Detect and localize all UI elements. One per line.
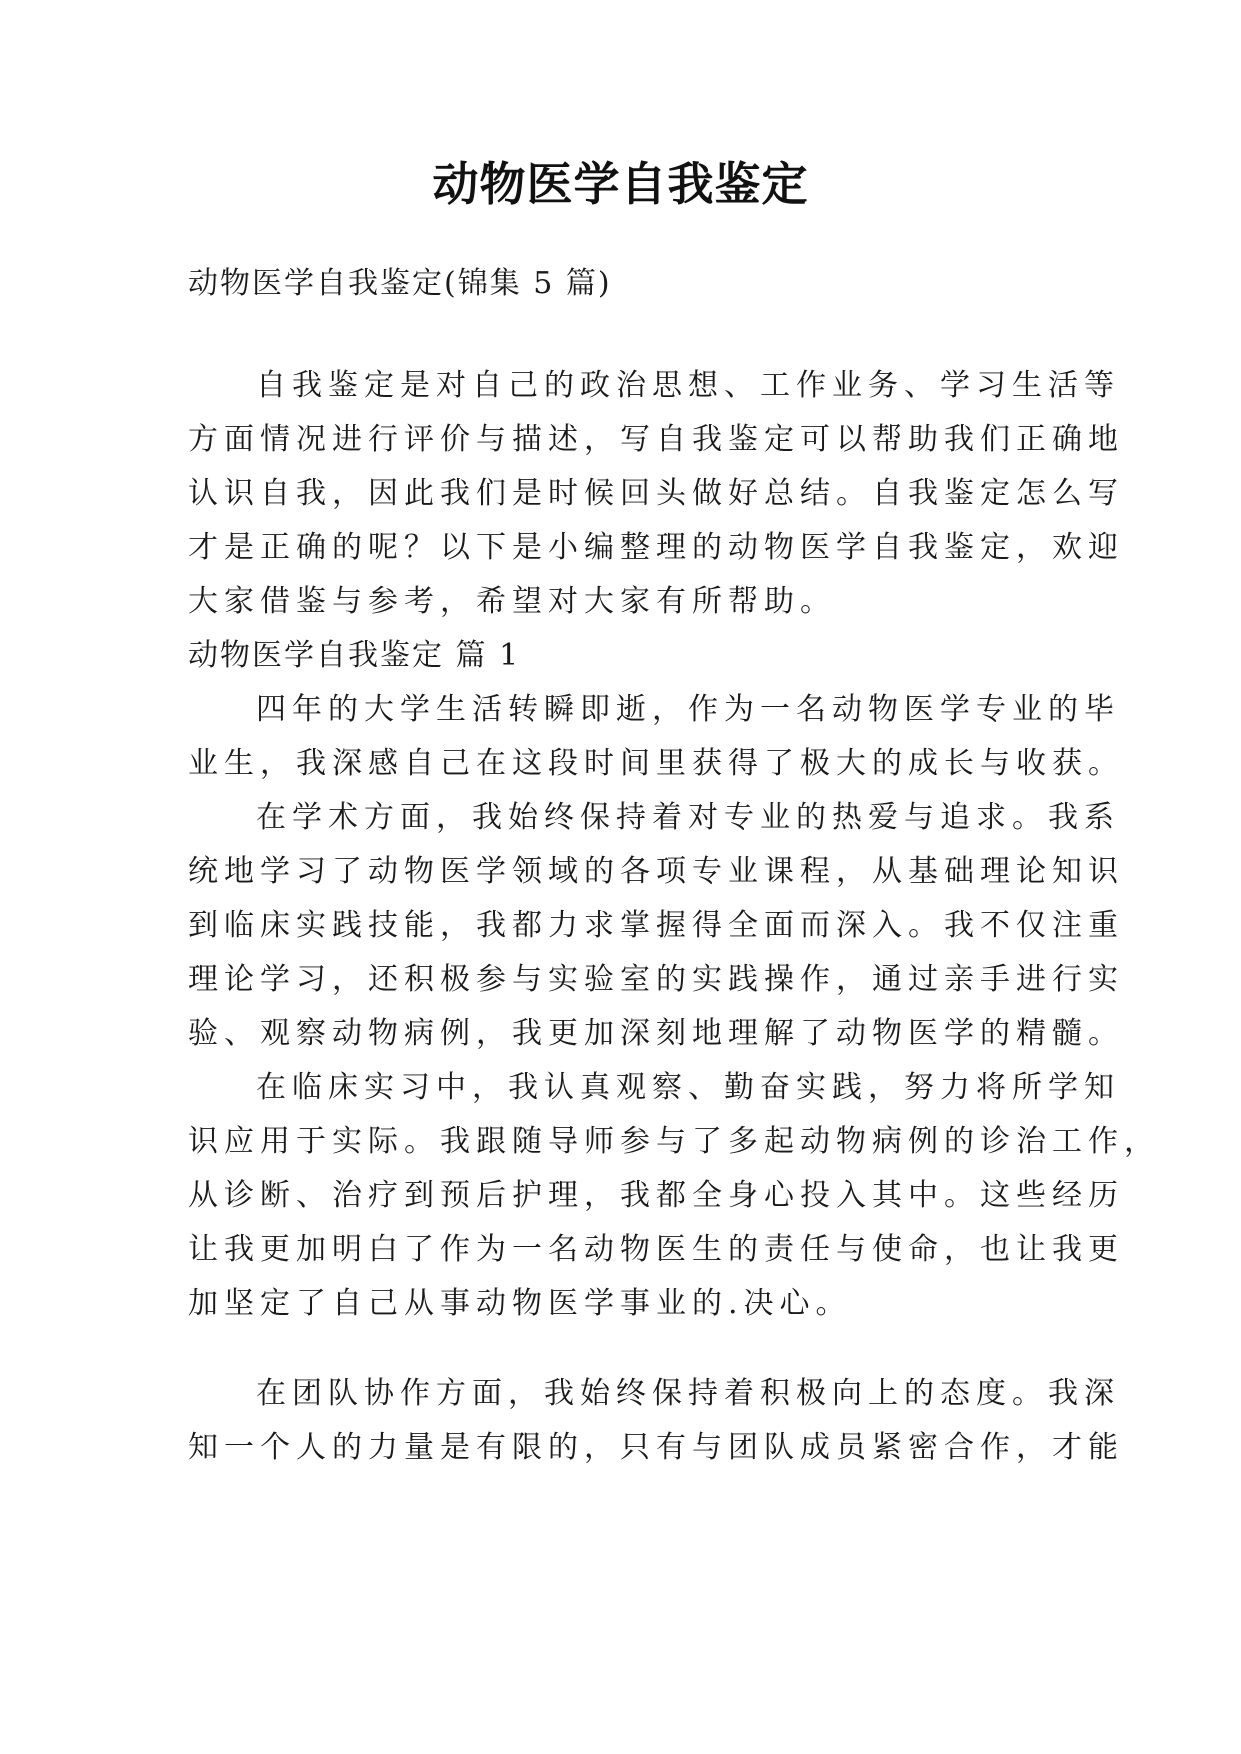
intro-line: 大家借鉴与参考，希望对大家有所帮助。 [188, 584, 836, 619]
paragraph-line: 验、观察动物病例，我更加深刻地理解了动物医学的精髓。 [188, 1016, 1124, 1051]
paragraph-line: 知一个人的力量是有限的，只有与团队成员紧密合作，才能 [188, 1430, 1124, 1465]
paragraph-line: 加坚定了自己从事动物医学事业的.决心。 [188, 1286, 852, 1321]
document-title: 动物医学自我鉴定 [432, 157, 809, 211]
paragraph-line: 在临床实习中，我认真观察、勤奋实践，努力将所学知 [256, 1070, 1120, 1105]
paragraph-line: 在团队协作方面，我始终保持着积极向上的态度。我深 [256, 1376, 1120, 1411]
document-subtitle: 动物医学自我鉴定(锦集 5 篇) [188, 266, 612, 301]
section-heading: 动物医学自我鉴定 篇 1 [188, 638, 521, 673]
paragraph-line: 理论学习，还积极参与实验室的实践操作，通过亲手进行实 [188, 962, 1124, 997]
paragraph-line: 在学术方面，我始终保持着对专业的热爱与追求。我系 [256, 800, 1120, 835]
paragraph-line: 四年的大学生活转瞬即逝，作为一名动物医学专业的毕 [256, 692, 1120, 727]
paragraph-line: 从诊断、治疗到预后护理，我都全身心投入其中。这些经历 [188, 1178, 1124, 1213]
intro-line: 方面情况进行评价与描述，写自我鉴定可以帮助我们正确地 [188, 422, 1124, 457]
intro-line: 才是正确的呢？以下是小编整理的动物医学自我鉴定，欢迎 [188, 530, 1124, 565]
paragraph-line: 识应用于实际。我跟随导师参与了多起动物病例的诊治工作， [188, 1124, 1160, 1159]
paragraph-line: 统地学习了动物医学领域的各项专业课程，从基础理论知识 [188, 854, 1124, 889]
intro-line: 认识自我，因此我们是时候回头做好总结。自我鉴定怎么写 [188, 476, 1124, 511]
intro-line: 自我鉴定是对自己的政治思想、工作业务、学习生活等 [256, 368, 1120, 403]
paragraph-line: 业生，我深感自己在这段时间里获得了极大的成长与收获。 [188, 746, 1124, 781]
paragraph-line: 到临床实践技能，我都力求掌握得全面而深入。我不仅注重 [188, 908, 1124, 943]
paragraph-line: 让我更加明白了作为一名动物医生的责任与使命，也让我更 [188, 1232, 1124, 1267]
